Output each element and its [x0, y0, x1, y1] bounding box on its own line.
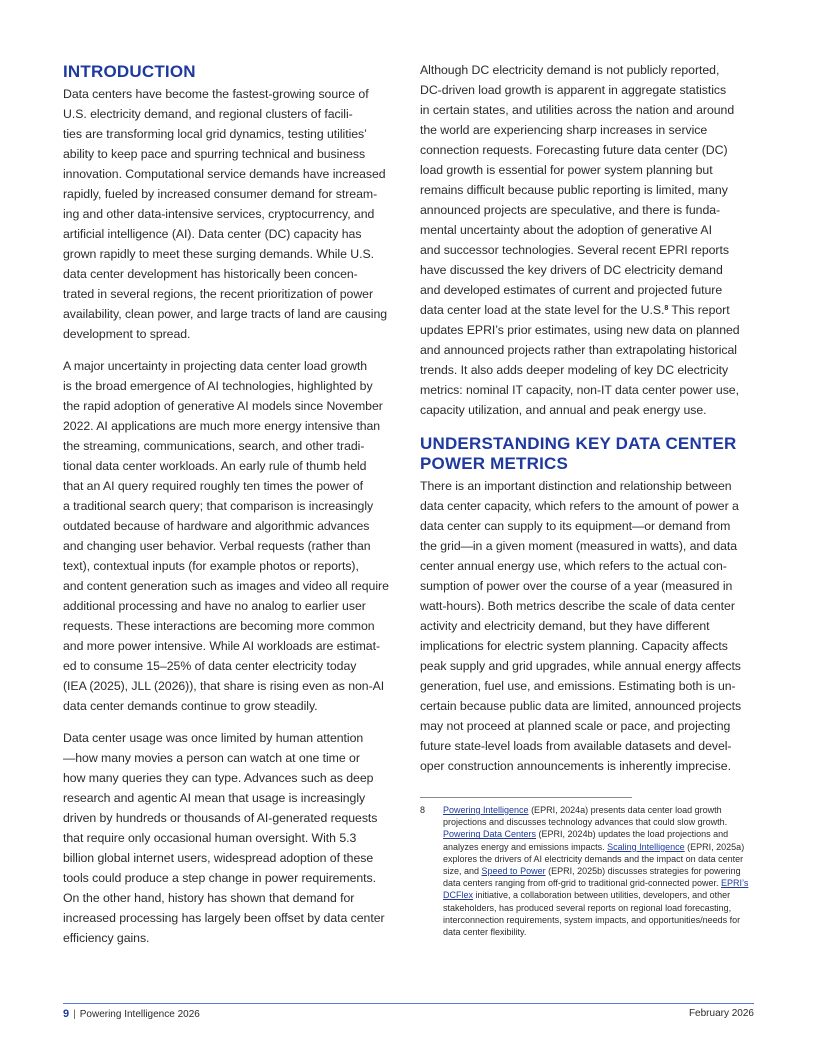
text-line: ability to keep pace and spurring technical and business [63, 147, 366, 161]
text-line: rapidly, fueled by increased consumer demand for stream- [63, 187, 378, 201]
reference-line [420, 300, 754, 320]
text-line: that an AI query required roughly ten times the power of [63, 479, 364, 493]
text-line: billion global internet users, widespread adoption of these [63, 851, 374, 865]
text-line: connection requests. Forecasting future data center (DC) [420, 143, 728, 157]
text-line: innovation. Computational service demands have increased [63, 167, 386, 181]
left-column [63, 60, 399, 960]
introduction-heading: INTRODUCTION [63, 62, 196, 81]
intro-paragraph-4-lines [420, 60, 754, 300]
footnote-text-3: (EPRI, 2025a) explores the drivers of AI electricity demands and the impact on data center size, and [443, 841, 745, 877]
intro-paragraph-3 [63, 728, 399, 948]
text-line: research and agentic AI mean that usage is increasingly [63, 791, 366, 805]
text-line: watt-hours). Both metrics describe the scale of data center [420, 599, 735, 613]
footnote-text-4: (EPRI, 2025b) discusses strategies for powering data centers ranging from off-grid to traditional grid-connected power. [443, 866, 741, 889]
text-line: the streaming, communications, search, and other tradi- [63, 439, 365, 453]
footnote-divider [420, 797, 632, 798]
text-line: generation, fuel use, and emissions. Estimating both is un- [420, 679, 736, 693]
text-line: center annual energy use, which refers to the actual con- [420, 559, 727, 573]
text-line: data center development has historically been concen- [63, 267, 358, 281]
text-line: Data center usage was once limited by human attention [63, 731, 364, 745]
text-line: and developed estimates of current and projected future [420, 283, 723, 297]
text-line: 2022. AI applications are much more energy intensive than [63, 419, 381, 433]
text-line: On the other hand, history has shown that demand for [63, 891, 355, 905]
text-line: text), contextual inputs (for example photos or reports), [63, 559, 359, 573]
intro-paragraph-4-rest [420, 320, 754, 420]
footnote-text-2: (EPRI, 2024b) updates the load projections and analyzes energy and emissions impacts. [443, 829, 729, 852]
text-line: updates EPRI’s prior estimates, using new data on planned [420, 323, 740, 337]
footer-left [63, 1007, 200, 1022]
text-line: mental uncertainty about the adoption of generative AI [420, 223, 712, 237]
text-line: announced projects are speculative, and there is funda- [420, 203, 721, 217]
text-line: development to spread. [63, 327, 191, 341]
text-line: grown rapidly to meet these surging demands. While U.S. [63, 247, 374, 261]
footnote-ref-8[interactable]: 8 [664, 305, 669, 312]
text-line: —how many movies a person can watch at one time or [63, 751, 360, 765]
text-line: A major uncertainty in projecting data center load growth [63, 359, 368, 373]
right-column [420, 60, 754, 788]
powering-data-centers-link[interactable]: Powering Data Centers [443, 829, 537, 840]
text-line: certain because public data are limited, announced projects [420, 699, 742, 713]
text-line: increased processing has largely been offset by data center [63, 911, 385, 925]
text-line: artificial intelligence (AI). Data center (DC) capacity has [63, 227, 362, 241]
text-line: ties are transforming local grid dynamics, testing utilities’ [63, 127, 367, 141]
text-line: and successor technologies. Several recent EPRI reports [420, 243, 729, 257]
metrics-heading [420, 434, 754, 474]
text-line: load growth is essential for power system planning but [420, 163, 713, 177]
text-line: Although DC electricity demand is not publicly reported, [420, 63, 720, 77]
text-line: data center demands continue to grow steadily. [63, 699, 318, 713]
text-line: (IEA (2025), JLL (2026)), that share is rising even as non-AI [63, 679, 385, 693]
intro-paragraph-4 [420, 60, 754, 420]
text-line: activity and electricity demand, but they have different [420, 619, 710, 633]
text-line: the rapid adoption of generative AI models since November [63, 399, 383, 413]
text-line: and changing user behavior. Verbal requests (rather than [63, 539, 371, 553]
text-line: ing and other data-intensive services, cryptocurrency, and [63, 207, 375, 221]
text-line: data center can supply to its equipment—or demand from [420, 519, 731, 533]
text-line: a traditional search query; that comparison is increasingly [63, 499, 374, 513]
text-line: that require only occasional human oversight. With 5.3 [63, 831, 357, 845]
text-line: availability, clean power, and large tracts of land are causing [63, 307, 388, 321]
reference-text: data center load at the state level for the U.S. [420, 303, 665, 317]
footnote-number: 8 [420, 805, 426, 815]
footer-divider [63, 1003, 754, 1004]
text-line: trends. It also adds deeper modeling of key DC electricity [420, 363, 729, 377]
text-line: capacity utilization, and annual and peak energy use. [420, 403, 707, 417]
text-line: metrics: nominal IT capacity, non-IT data center power use, [420, 383, 739, 397]
text-line: implications for electric system planning. Capacity affects [420, 639, 728, 653]
text-line: sumption of power over the course of a year (measured in [420, 579, 733, 593]
metrics-heading-line-2: POWER METRICS [420, 454, 569, 473]
footnote-body [443, 804, 755, 938]
text-line: in certain states, and utilities across the nation and around [420, 103, 735, 117]
footnote-text-1: (EPRI, 2024a) presents data center load growth projections and discusses technology advances that could slow growth. [443, 805, 728, 828]
footer-date: February 2026 [688, 1008, 754, 1019]
intro-paragraph-1 [63, 84, 399, 344]
text-line: Data centers have become the fastest-growing source of [63, 87, 369, 101]
text-line: efficiency gains. [63, 931, 150, 945]
text-line: additional processing and have no analog to earlier user [63, 599, 366, 613]
text-line: tional data center workloads. An early rule of thumb held [63, 459, 367, 473]
text-line: have discussed the key drivers of DC electricity demand [420, 263, 723, 277]
text-line: and content generation such as images and video all require [63, 579, 389, 593]
powering-intelligence-link[interactable]: Powering Intelligence [443, 805, 529, 815]
text-line: and more power intensive. While AI workloads are estimat- [63, 639, 381, 653]
text-line: tools could produce a step change in power requirements. [63, 871, 377, 885]
text-line: driven by hundreds or thousands of AI-generated requests [63, 811, 378, 825]
text-line: may not proceed at planned scale or pace, and projecting [420, 719, 731, 733]
text-line: U.S. electricity demand, and regional clusters of facili- [63, 107, 353, 121]
text-line: the world are experiencing sharp increases in service [420, 123, 708, 137]
text-line: the grid—in a given moment (measured in watts), and data [420, 539, 738, 553]
text-line: is the broad emergence of AI technologies, highlighted by [63, 379, 373, 393]
scaling-intelligence-link[interactable]: Scaling Intelligence [607, 841, 685, 852]
text-line: data center capacity, which refers to the amount of power a [420, 499, 739, 513]
text-line: trated in several regions, the recent prioritization of power [63, 287, 373, 301]
footer-doc-title: Powering Intelligence 2026 [79, 1009, 200, 1020]
text-line: remains difficult because public reporting is limited, many [420, 183, 728, 197]
reference-text-after: This report [668, 303, 730, 317]
text-line: There is an important distinction and relationship between [420, 479, 732, 493]
text-line: requests. These interactions are becoming more common [63, 619, 375, 633]
text-line: DC-driven load growth is apparent in aggregate statistics [420, 83, 727, 97]
epri-dcflex-link[interactable]: EPRI’s DCFlex [443, 878, 749, 901]
metrics-heading-line-1: UNDERSTANDING KEY DATA CENTER [420, 434, 737, 453]
text-line: future state-level loads from available datasets and devel- [420, 739, 732, 753]
page-number: 9 [63, 1008, 70, 1020]
metrics-paragraph [420, 476, 754, 776]
speed-to-power-link[interactable]: Speed to Power [481, 866, 546, 877]
text-line: oper construction announcements is inherently imprecise. [420, 759, 731, 773]
text-line: peak supply and grid upgrades, while annual energy affects [420, 659, 741, 673]
text-line: outdated because of hardware and algorithmic advances [63, 519, 370, 533]
text-line: and announced projects rather than extrapolating historical [420, 343, 737, 357]
intro-paragraph-2 [63, 356, 399, 716]
footnote-text-5: initiative, a collaboration between utilities, developers, and other stakeholders, has produced several reports on regional load forecasting, interconnection requirements, system impacts, and opportunities/needs for data center flexibility. [443, 890, 741, 938]
footer-separator: | [73, 1009, 76, 1020]
text-line: how many queries they can type. Advances such as deep [63, 771, 374, 785]
text-line: ed to consume 15–25% of data center electricity today [63, 659, 357, 673]
